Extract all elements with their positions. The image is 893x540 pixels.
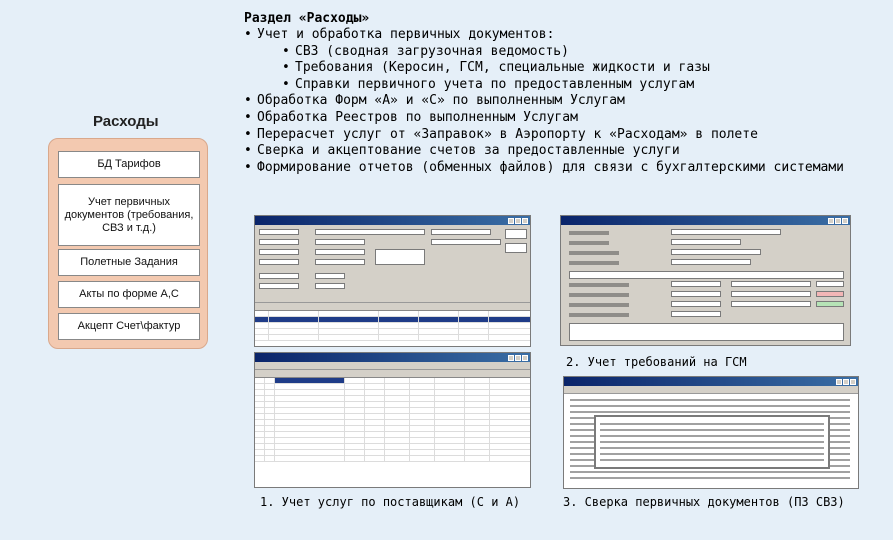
window-titlebar <box>255 216 530 225</box>
grid-toolbar <box>255 295 530 303</box>
form-panel <box>561 225 850 346</box>
bullet-item: • Перерасчет услуг от «Заправок» в Аэропорту к «Расходам» в полете <box>244 126 758 142</box>
grid-header <box>255 370 530 378</box>
section-heading: Раздел «Расходы» <box>244 11 370 26</box>
caption-doc-reconciliation: 3. Сверка первичных документов (ПЗ СВЗ) <box>563 495 845 509</box>
module-item-primary-docs[interactable]: Учет первичных документов (требования, СВЗ и т.д.) <box>58 184 200 246</box>
module-item-tariffs[interactable]: БД Тарифов <box>58 151 200 178</box>
bullet-item: • Сверка и акцептование счетов за предоставленные услуги <box>244 143 680 159</box>
screenshot-supplier-form <box>254 215 531 347</box>
grid-toolbar <box>564 386 858 394</box>
bullet-item: • Формирование отчетов (обменных файлов) для связи с бухгалтерскими системами <box>244 159 844 175</box>
window-titlebar <box>255 353 530 362</box>
grid-toolbar <box>255 362 530 370</box>
module-item-acts[interactable]: Акты по форме А,С <box>58 281 200 308</box>
dialog-overlay <box>594 415 830 469</box>
bullet-item: • СВЗ (сводная загрузочная ведомость) <box>282 43 569 59</box>
screenshot-doc-reconciliation <box>563 376 859 489</box>
module-item-flight-tasks[interactable]: Полетные Задания <box>58 249 200 276</box>
window-titlebar <box>564 377 858 386</box>
module-item-invoice-accept[interactable]: Акцепт Счет\фактур <box>58 313 200 340</box>
caption-supplier-services: 1. Учет услуг по поставщикам (С и А) <box>260 495 521 509</box>
bullet-item: • Требования (Керосин, ГСМ, специальные жидкости и газы <box>282 60 710 76</box>
module-title: Расходы <box>93 113 159 130</box>
window-titlebar <box>561 216 850 225</box>
bullet-item: • Обработка Реестров по выполненным Услугам <box>244 109 578 125</box>
bullet-list <box>244 27 844 176</box>
screenshot-fuel-requirements <box>560 215 851 346</box>
form-panel <box>255 225 530 295</box>
grid-header <box>255 303 530 311</box>
bullet-item: • Обработка Форм «А» и «С» по выполненным Услугам <box>244 93 625 109</box>
bullet-item: • Справки первичного учета по предоставленным услугам <box>282 76 695 92</box>
bullet-item: • Учет и обработка первичных документов: <box>244 27 555 42</box>
caption-fuel-requirements: 2. Учет требований на ГСМ <box>566 355 747 369</box>
module-menu <box>48 138 208 349</box>
screenshot-services-list <box>254 352 531 488</box>
